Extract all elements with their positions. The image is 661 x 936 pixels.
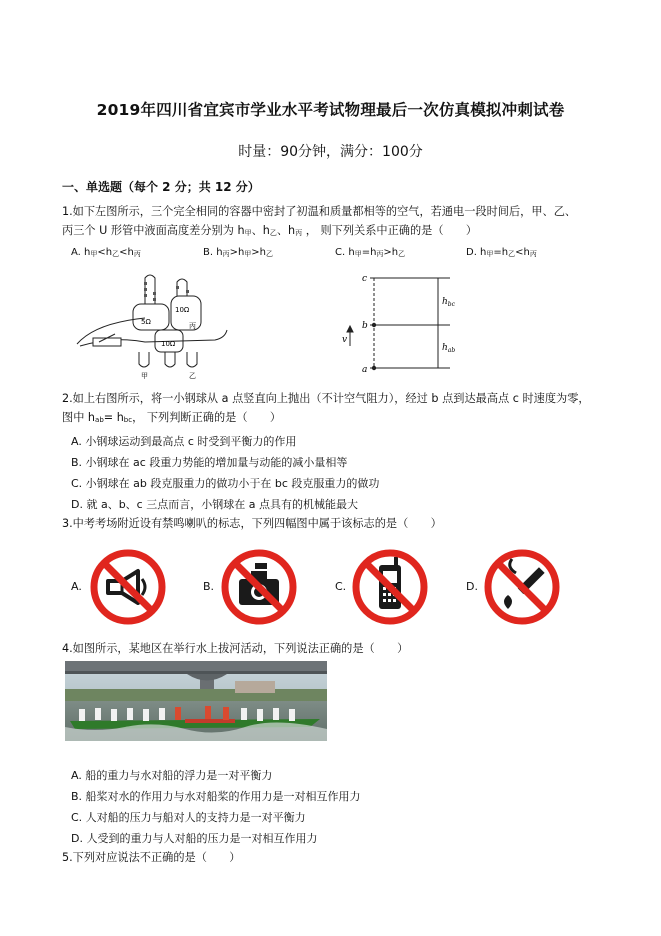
- q2-option-c[interactable]: C. 小钢球在 ab 段克服重力的做功小于在 bc 段克服重力的做功: [71, 477, 380, 490]
- tug-of-war-photo: [65, 661, 327, 741]
- point-b-label: b: [362, 321, 368, 331]
- q2-option-a[interactable]: A. 小钢球运动到最高点 c 时受到平衡力的作用: [71, 435, 297, 448]
- exam-info: 时量：90分钟，满分：100分: [238, 144, 423, 160]
- q3-option-a-label[interactable]: A.: [71, 580, 82, 593]
- no-horn-sign-icon[interactable]: [88, 547, 168, 627]
- no-phone-sign-icon[interactable]: [350, 547, 430, 627]
- q4-option-d[interactable]: D. 人受到的重力与人对船的压力是一对相互作用力: [71, 832, 318, 845]
- q1-option-c[interactable]: C. $h_甲=h_丙>h_乙$: [335, 247, 406, 258]
- h-ab-label: $h_{ab}$: [442, 343, 456, 354]
- q1-option-d[interactable]: D. $h_甲=h_乙<h_丙$: [466, 247, 537, 258]
- tube-label-jia: 甲: [141, 372, 148, 380]
- section-heading: 一、单选题（每个 2 分；共 12 分）: [62, 180, 260, 194]
- resistor-label-2: 5Ω: [141, 318, 151, 326]
- q4-stem: 4.如图所示，某地区在举行水上拔河活动，下列说法正确的是（ ）: [62, 642, 409, 655]
- q1-option-a[interactable]: A. $h_甲<h_乙<h_丙$: [71, 247, 141, 258]
- point-a-label: a: [362, 365, 368, 375]
- tube-label-bing: 丙: [189, 322, 196, 330]
- q1-option-b[interactable]: B. $h_丙>h_甲>h_乙$: [203, 247, 273, 258]
- vertical-throw-figure: [330, 268, 490, 380]
- q4-option-a[interactable]: A. 船的重力与水对船的浮力是一对平衡力: [71, 769, 273, 782]
- q1-stem-line1: 1.如下左图所示，三个完全相同的容器中密封了初温和质量都相等的空气，若通电一段时间后，甲、乙、: [62, 205, 577, 218]
- q3-option-d-label[interactable]: D.: [466, 580, 478, 593]
- q1-stem-line2: 丙三个 U 形管中液面高度差分别为 $h_甲$、$h_乙$、$h_丙$ ， 则下列关系中正确的是（ ）: [62, 224, 478, 237]
- velocity-label: v: [342, 335, 348, 345]
- q2-option-d[interactable]: D. 就 a、b、c 三点而言，小钢球在 a 点具有的机械能最大: [71, 498, 358, 511]
- resistor-label-1: 10Ω: [175, 306, 190, 314]
- q4-option-c[interactable]: C. 人对船的压力与船对人的支持力是一对平衡力: [71, 811, 306, 824]
- q4-option-b[interactable]: B. 船桨对水的作用力与水对船桨的作用力是一对相互作用力: [71, 790, 361, 803]
- tube-label-yi: 乙: [189, 372, 196, 380]
- point-c-label: c: [362, 274, 368, 284]
- resistor-label-3: 10Ω: [161, 340, 176, 348]
- q3-stem: 3.中考考场附近设有禁鸣喇叭的标志，下列四幅图中属于该标志的是（ ）: [62, 517, 442, 530]
- circuit-figure: [75, 268, 235, 380]
- page-title: 2019年四川省宜宾市学业水平考试物理最后一次仿真模拟冲刺试卷: [96, 101, 565, 119]
- q2-option-b[interactable]: B. 小钢球在 ac 段重力势能的增加量与动能的减小量相等: [71, 456, 348, 469]
- no-camera-sign-icon[interactable]: [219, 547, 299, 627]
- q3-option-b-label[interactable]: B.: [203, 580, 215, 593]
- q2-stem-line1: 2.如上右图所示，将一小钢球从 a 点竖直向上抛出（不计空气阻力），经过 b 点到达最高点 c 时速度为零，: [62, 392, 590, 405]
- no-smoking-sign-icon[interactable]: [482, 547, 562, 627]
- h-bc-label: $h_{bc}$: [442, 297, 455, 308]
- q2-stem-line2: 图中 $h_{ab}= h_{bc}$， 下列判断正确的是（ ）: [62, 411, 282, 424]
- q3-option-c-label[interactable]: C.: [335, 580, 347, 593]
- q5-stem: 5.下列对应说法不正确的是（ ）: [62, 851, 241, 864]
